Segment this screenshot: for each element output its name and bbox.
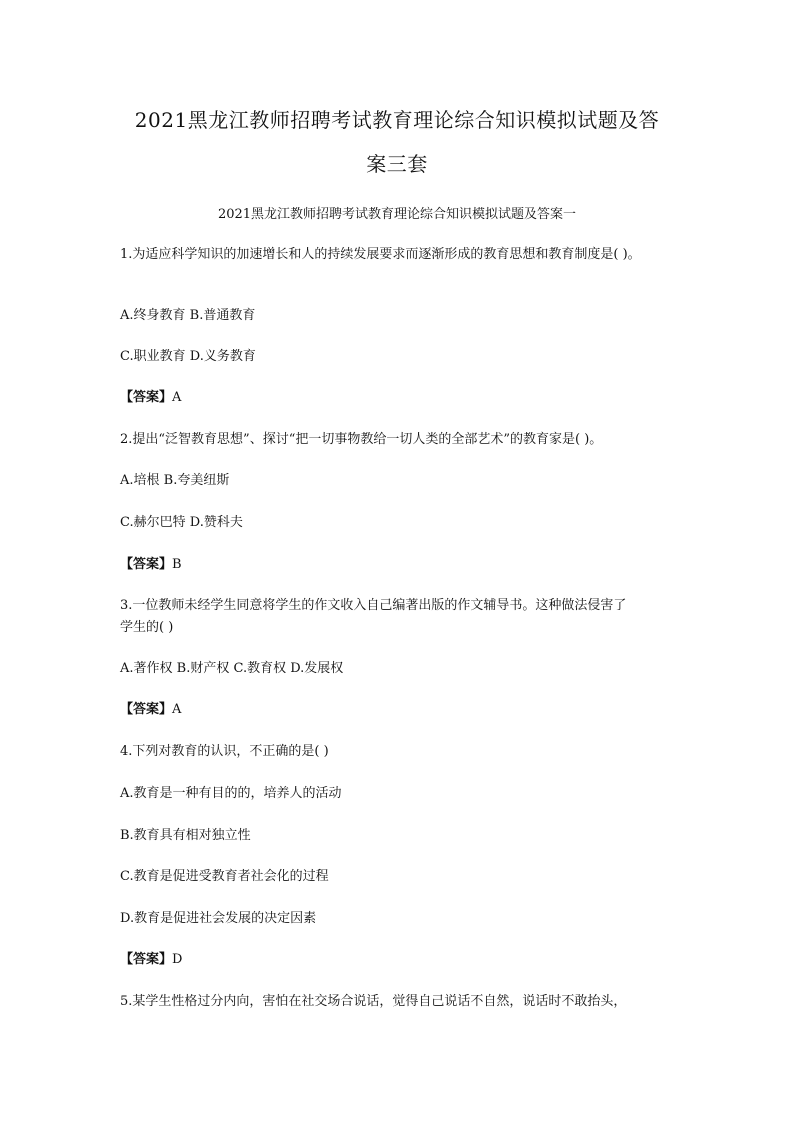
answer-label: 【答案】 xyxy=(120,952,173,967)
question-1-answer xyxy=(120,389,680,407)
question-2-option-line-2: C.赫尔巴特 D.赞科夫 xyxy=(120,515,243,530)
question-4-stem: 4.下列对教育的认识，不正确的是( ) xyxy=(120,744,329,759)
answer-label: 【答案】 xyxy=(120,390,173,405)
question-4-option-c: C.教育是促进受教育者社会化的过程 xyxy=(120,869,329,884)
question-2-stem: 2.提出“泛智教育思想”、探讨“把一切事物教给一切人类的全部艺术”的教育家是( )。 xyxy=(120,432,603,447)
question-2-answer xyxy=(120,556,680,574)
question-3-option-line-1: A.著作权 B.财产权 C.教育权 D.发展权 xyxy=(120,661,344,676)
question-3-stem: 3.一位教师未经学生同意将学生的作文收入自己编著出版的作文辅导书。这种做法侵害了 xyxy=(120,598,627,613)
question-1-stem: 1.为适应科学知识的加速增长和人的持续发展要求而逐渐形成的教育思想和教育制度是( )。 xyxy=(120,247,641,262)
question-4-option-b: B.教育具有相对独立性 xyxy=(120,828,251,843)
question-4-answer xyxy=(120,951,680,969)
question-4-option-a: A.教育是一种有目的的，培养人的活动 xyxy=(120,786,342,801)
answer-label: 【答案】 xyxy=(120,557,173,572)
answer-label: 【答案】 xyxy=(120,702,173,717)
document-title-line-1: 2021黑龙江教师招聘考试教育理论综合知识模拟试题及答 xyxy=(134,108,660,132)
question-2-option-line-1: A.培根 B.夸美纽斯 xyxy=(120,473,230,488)
answer-value: A xyxy=(172,702,182,717)
question-4-option-d: D.教育是促进社会发展的决定因素 xyxy=(120,911,317,926)
question-1-option-line-2: C.职业教育 D.义务教育 xyxy=(120,349,256,364)
question-1-option-line-1: A.终身教育 B.普通教育 xyxy=(120,308,256,323)
document-title-line-2: 案三套 xyxy=(366,152,428,176)
question-3-stem-continued: 学生的( ) xyxy=(120,620,174,635)
question-5-stem: 5.某学生性格过分内向，害怕在社交场合说话，觉得自己说话不自然，说话时不敢抬头， xyxy=(120,994,627,1009)
answer-value: D xyxy=(172,952,183,967)
question-3-answer xyxy=(120,701,680,719)
answer-value: B xyxy=(172,557,182,572)
section-subtitle: 2021黑龙江教师招聘考试教育理论综合知识模拟试题及答案一 xyxy=(217,207,577,222)
answer-value: A xyxy=(172,390,182,405)
